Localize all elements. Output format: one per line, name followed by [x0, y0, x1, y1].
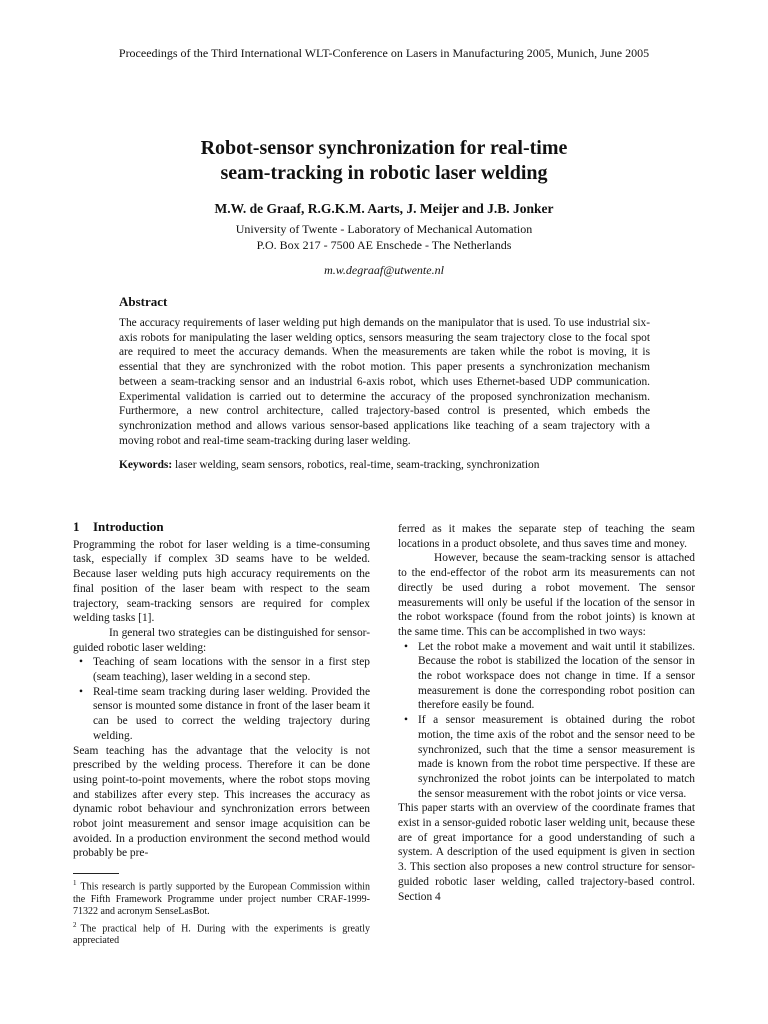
keywords-text: laser welding, seam sensors, robotics, real-time, seam-tracking, synchronization — [175, 459, 540, 472]
list-item — [398, 713, 695, 801]
section-title: Introduction — [93, 519, 164, 534]
paragraph: However, because the seam-tracking sensor is attached to the end-effector of the robot arm its measurements can not directly be used during a robot movement. The sensor measurements will only be useful if the location of the sensor in the robot workspace (found from the robot joints) is known at the same time. This can be accomplished in two ways: — [398, 552, 695, 638]
paragraph: In general two strategies can be distinguished for sensor-guided robotic laser welding: — [73, 626, 370, 654]
footnotes — [73, 877, 370, 948]
paragraph: This paper starts with an overview of the coordinate frames that exist in a sensor-guided robotic laser welding unit, because these are of great importance for a good understanding of such a system. A description of the used equipment is given in section 3. This section also proposes a new control structure for sensor-guided robotic laser welding, called trajectory-based control. Section 4 — [398, 802, 695, 903]
bullet-list — [73, 655, 370, 743]
list-item-text: Real-time seam tracking during laser welding. Provided the sensor is mounted some distance in front of the laser beam it can be used to correct the welding trajectory during welding. — [93, 685, 370, 742]
abstract-text: The accuracy requirements of laser welding put high demands on the manipulator that is used. To use industrial six-axis robots for manipulating the laser welding optics, sensors measuring the seam trajectory close to the focal spot are required to meet the accuracy demands. When the measurements are taken while the robot is moving, it is essential that they are synchronized with the robot motion. This paper presents a synchronization mechanism between a seam-tracking sensor and an industrial 6-axis robot, which uses Ethernet-based UDP communication. Experimental validation is carried out to determine the accuracy of the proposed synchronization mechanism. Furthermore, a new control architecture, called trajectory-based control is presented, which embeds the synchronization method and allows various sensor-based applications like teaching of a seam trajectory with a moving robot and real-time seam-tracking during laser welding. — [119, 317, 650, 447]
footnote — [73, 877, 370, 919]
paper-title — [0, 136, 768, 186]
section-heading — [73, 520, 370, 535]
list-item — [73, 685, 370, 744]
affiliation-line-2: P.O. Box 217 - 7500 AE Enschede - The Netherlands — [256, 238, 512, 252]
left-column — [73, 520, 370, 861]
footnote-mark: 2 — [73, 920, 77, 929]
bullet-list — [398, 640, 695, 802]
bullet-icon: • — [404, 640, 408, 653]
authors: M.W. de Graaf, R.G.K.M. Aarts, J. Meijer and J.B. Jonker — [214, 201, 554, 216]
footnote-text: This research is partly supported by the European Commission within the Fifth Framework Programme under project number CRAF-1999-71322 and acronym SenseLasBot. — [73, 881, 370, 918]
running-head: Proceedings of the Third International WLT-Conference on Lasers in Manufacturing 2005, Munich, June 2005 — [118, 46, 650, 60]
footnote-rule — [73, 873, 119, 874]
keywords-label: Keywords: — [119, 459, 173, 472]
list-item-text: Let the robot make a movement and wait until it stabilizes. Because the robot is stabilized the location of the sensor in the robot workspace does not change in time. If a sensor measurement is done the corresponding robot position can therefore easily be found. — [418, 640, 695, 712]
list-item-text: If a sensor measurement is obtained during the robot motion, the time axis of the robot and the sensor need to be synchronized, such that the time a sensor measurement is made is known from the robot time perspective. If these are synchronized the robot joints can be interpolated to match the sensor measurement with the robot joints or vice versa. — [418, 714, 695, 800]
right-column — [398, 522, 695, 904]
affiliation-line-1: University of Twente - Laboratory of Mechanical Automation — [235, 222, 533, 236]
footnote — [73, 919, 370, 948]
section-number: 1 — [73, 519, 80, 534]
keywords — [119, 458, 650, 473]
title-line-2: seam-tracking in robotic laser welding — [220, 162, 548, 184]
title-line-1: Robot-sensor synchronization for real-time — [200, 137, 568, 159]
abstract-heading: Abstract — [119, 294, 168, 309]
bullet-icon: • — [79, 685, 83, 698]
title-block — [0, 136, 768, 278]
list-item — [398, 640, 695, 714]
abstract — [119, 294, 650, 473]
paragraph: Programming the robot for laser welding is a time-consuming task, especially if complex 3D seams have to be welded. Because laser welding puts high accuracy requirements on the final position of the laser beam with respect to the seam trajectory, seam-tracking sensors are required for complex welding tasks [1]. — [73, 538, 370, 625]
paragraph: Seam teaching has the advantage that the velocity is not prescribed by the welding process. Therefore it can be done using point-to-point movements, where the robot stops moving and stabilizes after every step. This increases the accuracy as dynamic robot behaviour and synchronization errors between robot joint measurement and sensor image acquisition can be avoided. In a production environment the second method would probably be pre- — [73, 744, 370, 860]
bullet-icon: • — [404, 714, 408, 727]
list-item — [73, 655, 370, 684]
paragraph: ferred as it makes the separate step of teaching the seam locations in a product obsolete, and thus saves time and money. — [398, 523, 695, 550]
bullet-icon: • — [79, 656, 83, 669]
footnote-text: The practical help of H. During with the experiments is greatly appreciated — [73, 922, 370, 947]
list-item-text: Teaching of seam locations with the sensor in a first step (seam teaching), laser welding in a second step. — [93, 656, 370, 684]
affiliation — [0, 221, 768, 253]
author-email: m.w.degraaf@utwente.nl — [324, 263, 444, 277]
footnote-mark: 1 — [73, 879, 77, 887]
